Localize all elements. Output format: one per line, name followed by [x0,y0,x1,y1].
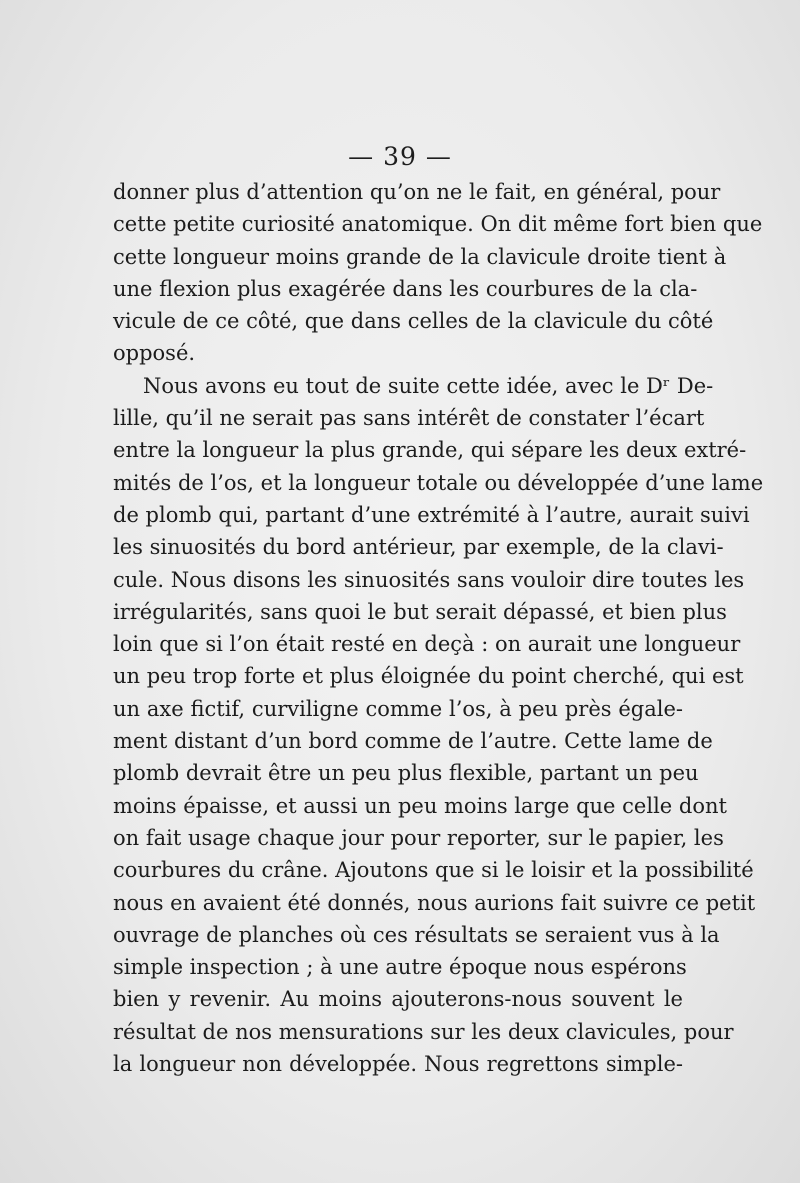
text-line: de plomb qui, partant d’une extrémité à l’autre, aurait suivi [113,502,750,527]
text-line: la longueur non développée. Nous regrettons simple- [113,1052,683,1077]
text-line: une flexion plus exagérée dans les courbures de la cla- [113,276,698,301]
text-line: cette longueur moins grande de la clavicule droite tient à [113,244,727,269]
text-line: moins épaisse, et aussi un peu moins large que celle dont [113,793,727,818]
text-line: nous en avaient été donnés, nous aurions fait suivre ce petit [113,890,756,915]
text-line: ment distant d’un bord comme de l’autre. Cette lame de [113,729,713,754]
text-line: Nous avons eu tout de suite cette idée, avec le Dʳ De- [143,373,714,398]
text-line: simple inspection ; à une autre époque nous espérons [113,955,687,980]
text-line: irrégularités, sans quoi le but serait dépassé, et bien plus [113,599,727,624]
text-line: plomb devrait être un peu plus flexible, partant un peu [113,761,699,786]
text-line: les sinuosités du bord antérieur, par exemple, de la clavi- [113,535,724,560]
text-line: opposé. [113,341,196,366]
text-line: ouvrage de planches où ces résultats se seraient vus à la [113,922,720,947]
body-text [113,176,764,1080]
text-line: un peu trop forte et plus éloignée du point cherché, qui est [113,664,744,689]
page-number: — 39 — [348,142,452,171]
text-line: vicule de ce côté, que dans celles de la clavicule du côté [113,309,714,334]
text-line: on fait usage chaque jour pour reporter, sur le papier, les [113,825,724,850]
text-line: lille, qu’il ne serait pas sans intérêt de constater l’écart [113,406,705,431]
text-line: cette petite curiosité anatomique. On dit même fort bien que [113,212,763,237]
text-line: un axe fictif, curviligne comme l’os, à peu près égale- [113,696,683,721]
text-line: courbures du crâne. Ajoutons que si le loisir et la possibilité [113,858,754,883]
text-line: donner plus d’attention qu’on ne le fait, en général, pour [113,180,721,204]
text-line: entre la longueur la plus grande, qui sépare les deux extré- [113,438,747,463]
text-line: cule. Nous disons les sinuosités sans vouloir dire toutes les [113,567,745,592]
text-line: mités de l’os, et la longueur totale ou développée d’une lame [113,470,764,495]
text-line: bien y revenir. Au moins ajouterons-nous souvent le [113,987,683,1012]
text-line: loin que si l’on était resté en deçà : on aurait une longueur [113,632,741,657]
text-line: résultat de nos mensurations sur les deux clavicules, pour [113,1019,734,1044]
